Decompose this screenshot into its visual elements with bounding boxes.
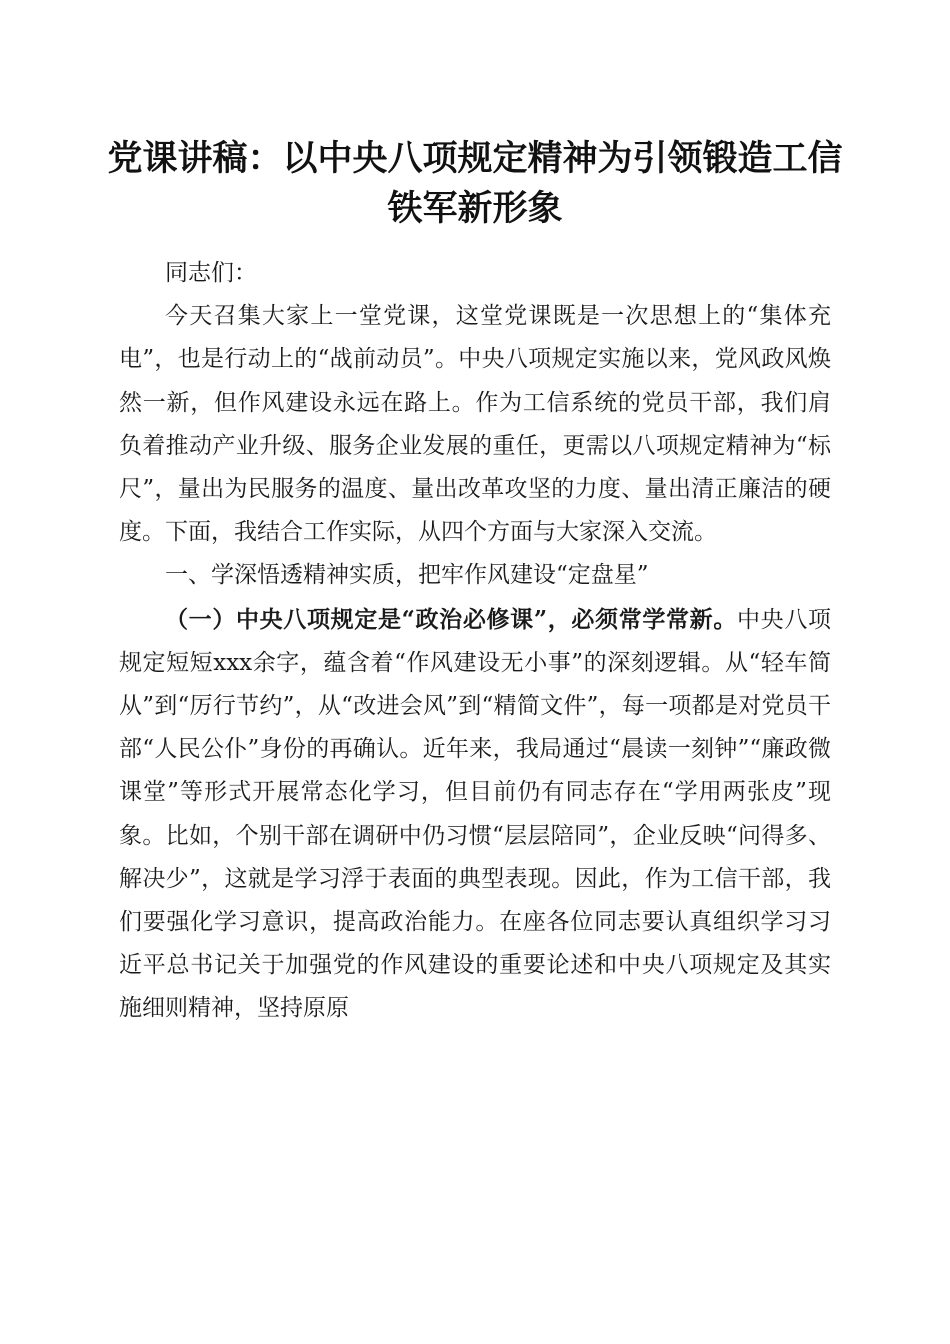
subsection-body: 中央八项规定短短xxx余字，蕴含着“作风建设无小事”的深刻逻辑。从“轻车简从”到“厉行节约”，从“改进会风”到“精简文件”，每一项都是对党员干部“人民公仆”身份的再确认。近年来，我局通过“晨读一刻钟”“廉政微课堂”等形式开展常态化学习，但目前仍有同志存在“学用两张皮”现象。比如，个别干部在调研中仍习惯“层层陪同”，企业反映“问得多、解决少”，这就是学习浮于表面的典型表现。因此，作为工信干部，我们要强化学习意识，提高政治能力。在座各位同志要认真组织学习习近平总书记关于加强党的作风建设的重要论述和中央八项规定及其实施细则精神，坚持原原: [119, 606, 832, 1022]
greeting-paragraph: 同志们：: [165, 260, 257, 286]
intro-paragraph: 今天召集大家上一堂党课，这堂党课既是一次思想上的“集体充电”，也是行动上的“战前动员”。中央八项规定实施以来，党风政风焕然一新，但作风建设永远在路上。作为工信系统的党员干部，我们肩负着推动产业升级、服务企业发展的重任，更需以八项规定精神为“标尺”，量出为民服务的温度、量出改革攻坚的力度、量出清正廉洁的硬度。下面，我结合工作实际，从四个方面与大家深入交流。: [119, 303, 831, 546]
document-title: 党课讲稿：以中央八项规定精神为引领锻造工信铁军新形象: [107, 138, 843, 229]
subsection-heading: （一）中央八项规定是“政治必修课”，必须常学常新。: [165, 605, 738, 633]
document-body: [119, 252, 831, 1031]
subsection-paragraph: [119, 598, 831, 1031]
section-heading: 一、学深悟透精神实质，把牢作风建设“定盘星”: [165, 562, 649, 589]
